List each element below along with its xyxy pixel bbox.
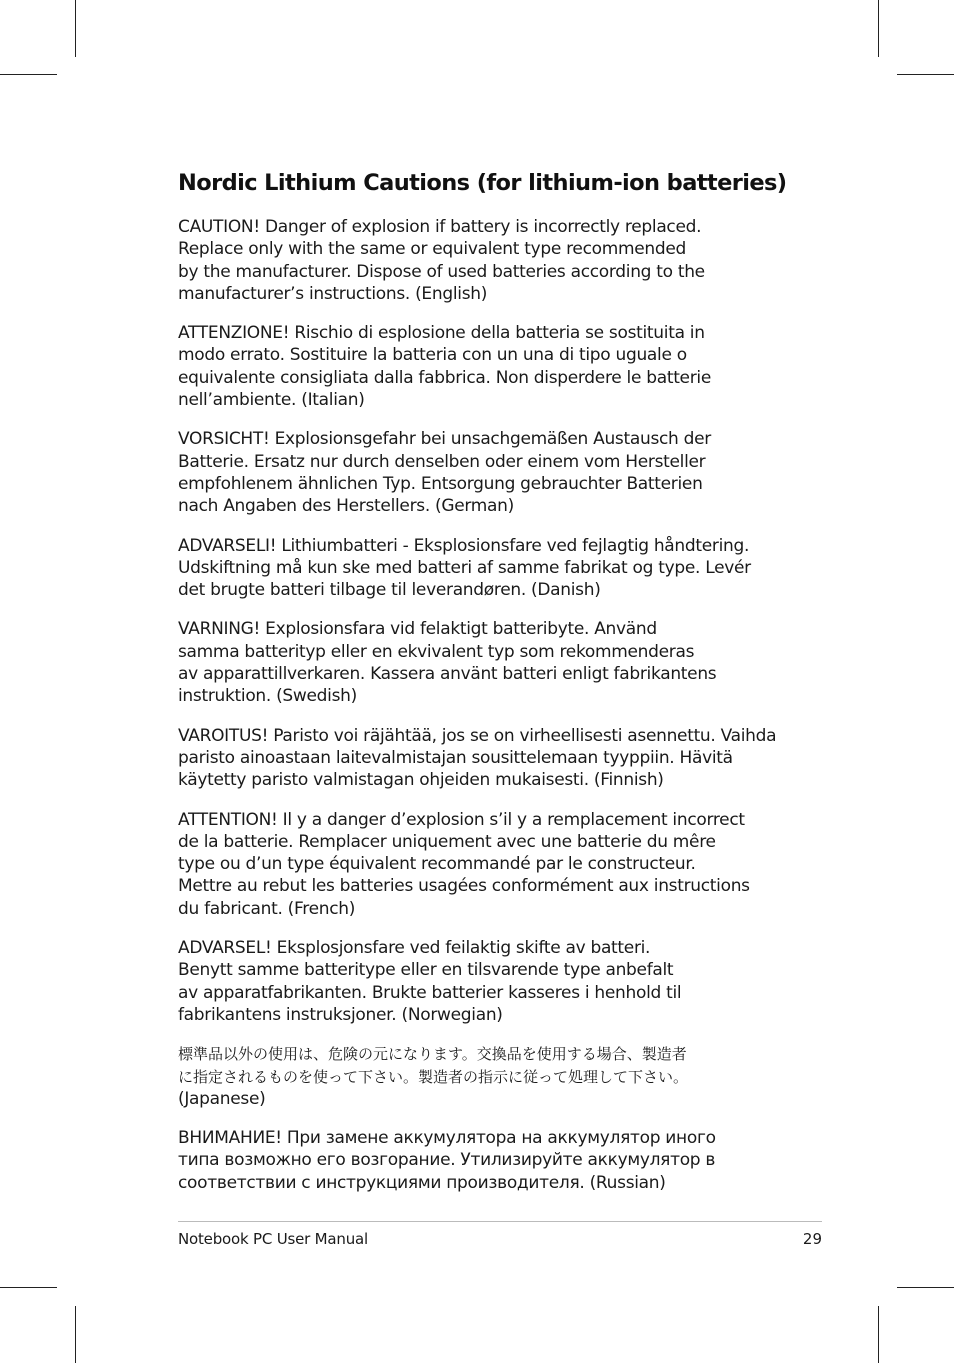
- crop-mark: [75, 1306, 76, 1363]
- crop-mark: [897, 1287, 954, 1288]
- caution-italian: ATTENZIONE! Rischio di esplosione della batteria se sostituita in modo errato. Sostituire la batteria con un una di tipo uguale o equivalente consigliata dalla fabbrica. Non disperdere le batterie nell’ambiente. (Italian): [178, 323, 711, 411]
- crop-mark: [0, 1287, 57, 1288]
- caution-list: [178, 216, 818, 1211]
- footer-manual-name: Notebook PC User Manual: [178, 1230, 368, 1248]
- crop-mark: [878, 0, 879, 57]
- caution-german: VORSICHT! Explosionsgefahr bei unsachgemäßen Austausch der Batterie. Ersatz nur durch denselben oder einem vom Hersteller empfohlenem ähnlichen Typ. Entsorgung gebrauchter Batterien nach Angaben des Herstellers. (German): [178, 429, 711, 517]
- crop-mark: [75, 0, 76, 57]
- caution-russian: ВНИМАНИЕ! При замене аккумулятора на аккумулятор иного типа возможно его возгорание. Утилизируйте аккумулятор в соответствии с инструкциями производителя. (Russian): [178, 1128, 716, 1193]
- caution-norwegian: ADVARSEL! Eksplosjonsfare ved feilaktig skifte av batteri. Benytt samme batteritype eller en tilsvarende type anbefalt av apparatfabrikanten. Brukte batterier kasseres i henhold til fabrikantens instruksjoner. (Norwegian): [178, 938, 682, 1025]
- caution-danish: ADVARSELI! Lithiumbatteri - Eksplosionsfare ved fejlagtig håndtering. Udskiftning må kun ske med batteri af samme fabrikat og type. Levér det brugte batteri tilbage til leverandøren. (Danish): [178, 535, 751, 601]
- caution-japanese-label: (Japanese): [178, 1088, 266, 1109]
- footer-divider: [178, 1221, 822, 1222]
- footer-page-number: 29: [802, 1230, 822, 1248]
- caution-japanese: 標準品以外の使用は、危険の元になります。交換品を使用する場合、製造者 に指定されるものを使って下さい。製造者の指示に従って処理して下さい。: [178, 1045, 689, 1086]
- caution-english: CAUTION! Danger of explosion if battery is incorrectly replaced. Replace only with the same or equivalent type recommended by the manufacturer. Dispose of used batteries according to the manufacturer’s instructions. (English): [178, 217, 705, 304]
- caution-french: ATTENTION! Il y a danger d’explosion s’il y a remplacement incorrect de la batterie. Remplacer uniquement avec une batterie du mêre type ou d’un type équivalent recommandé par le constructeur. Mettre au rebut les batteries usagées conformément aux instructions du fabricant. (French): [178, 809, 750, 919]
- page-title: Nordic Lithium Cautions (for lithium-ion batteries): [178, 170, 787, 196]
- crop-mark: [897, 74, 954, 75]
- crop-mark: [0, 74, 57, 75]
- caution-swedish: VARNING! Explosionsfara vid felaktigt batteribyte. Använd samma batterityp eller en ekvivalent typ som rekommenderas av apparattillverkaren. Kassera använt batteri enligt fabrikantens instruktion. (Swedish): [178, 619, 717, 707]
- crop-mark: [878, 1306, 879, 1363]
- caution-finnish: VAROITUS! Paristo voi räjähtää, jos se on virheellisesti asennettu. Vaihda paristo ainoastaan laitevalmistajan sousittelemaan tyyppiin. Hävitä käytetty paristo valmistagan ohjeiden mukaisesti. (Finnish): [178, 725, 777, 791]
